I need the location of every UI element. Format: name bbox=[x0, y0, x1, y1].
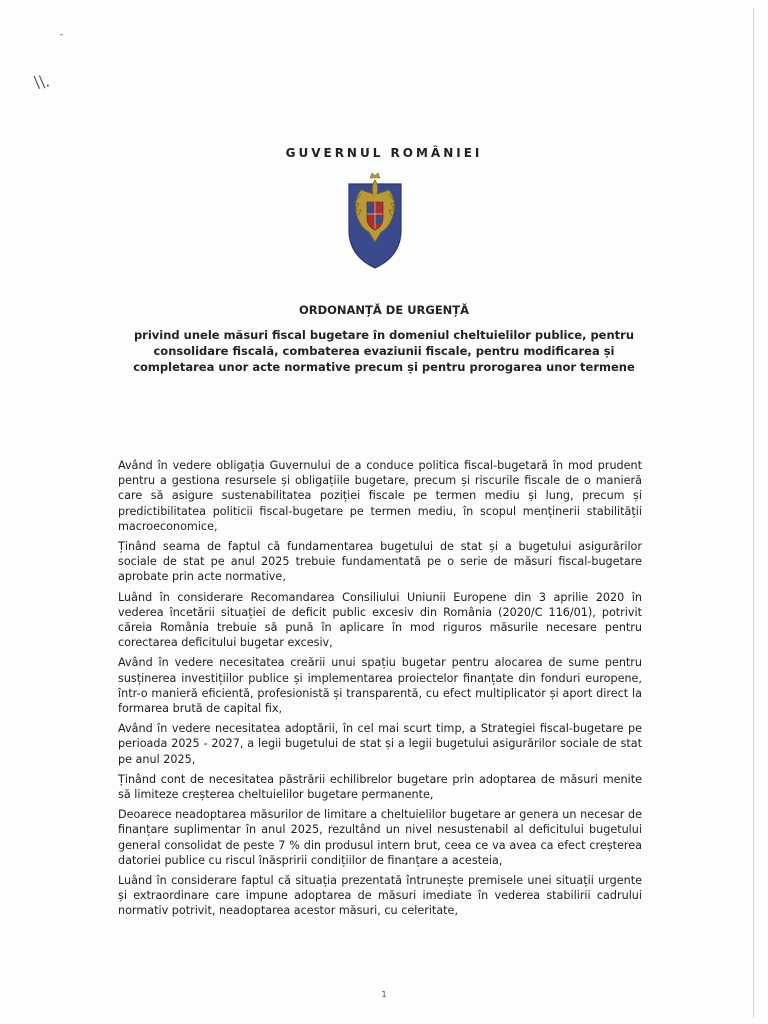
preamble-paragraph: Deoarece neadoptarea măsurilor de limitare a cheltuielilor bugetare ar genera un necesar de finanțare suplimentar în anul 2025, rezultând un nivel nesustenabil al deficitului bugetului general consolidat de peste 7 % din produsul intern brut, ceea ce va avea ca efect creșterea datoriei publice cu riscul înăspririi condițiilor de finanțare a acesteia, bbox=[118, 808, 642, 867]
preamble-paragraph: Ținând cont de necesitatea păstrării echilibrelor bugetare prin adoptarea de măsuri menite să limiteze creșterea cheltuielilor bugetare permanente, bbox=[118, 772, 642, 802]
document-subject: privind unele măsuri fiscal bugetare în domeniul cheltuielilor publice, pentru consolidare fiscală, combaterea evaziunii fiscale, pentru modificarea și completarea unor acte normative precum și pentru prorogarea unor termene bbox=[133, 328, 635, 374]
preamble-body bbox=[118, 458, 642, 924]
coat-of-arms-icon bbox=[343, 172, 407, 270]
preamble-paragraph: Având în vedere necesitatea adoptării, în cel mai scurt timp, a Strategiei fiscal-bugetare pe perioada 2025 - 2027, a legii bugetului de stat și a legii bugetului asigurărilor sociale de stat pe anul 2025, bbox=[118, 722, 642, 766]
government-heading: GUVERNUL ROMÂNIEI bbox=[285, 146, 483, 160]
handwritten-mark: ˉ bbox=[59, 34, 64, 45]
document-type-title: ORDONANȚĂ DE URGENȚĂ bbox=[298, 303, 470, 317]
page-number: 1 bbox=[381, 990, 387, 999]
preamble-paragraph: Având în vedere obligația Guvernului de a conduce politica fiscal-bugetară în mod prudent pentru a gestiona resursele și obligațiile bugetare, precum și riscurile fiscale de o manieră care să asigure sustenabilitatea poziției fiscale pe termen mediu și lung, precum și predictibilitatea politicii fiscal-bugetare pe termen mediu, în scopul menținerii stabilității macroeconomice, bbox=[118, 459, 642, 533]
preamble-paragraph: Luând în considerare Recomandarea Consiliului Uniunii Europene din 3 aprilie 2020 în vederea încetării situației de deficit public excesiv din România (2020/C 116/01), potrivit căreia România trebuie să pună în aplicare în mod riguros măsurile necesare pentru corectarea deficitului bugetar excesiv, bbox=[118, 590, 642, 650]
preamble-paragraph: Ținând seama de faptul că fundamentarea bugetului de stat și a bugetului asigurărilor sociale de stat pe anul 2025 trebuie fundamentată pe o serie de măsuri fiscal-bugetare aprobate prin acte normative, bbox=[118, 540, 642, 584]
handwritten-mark: \\. bbox=[33, 71, 51, 92]
preamble-paragraph: Având în vedere necesitatea creării unui spațiu bugetar pentru alocarea de sume pentru susținerea investițiilor publice și implementarea proiectelor finanțate din fonduri europene, într-o manieră eficientă, profesionistă și transparentă, cu efect multiplicator și aport direct la formarea brută de capital fix, bbox=[118, 656, 642, 716]
preamble-paragraph: Luând în considerare faptul că situația prezentată întrunește premisele unei situații urgente și extraordinare care impune adoptarea de măsuri imediate în vederea stabilirii cadrului normativ potrivit, neadoptarea acestor măsuri, cu celeritate, bbox=[118, 874, 642, 918]
